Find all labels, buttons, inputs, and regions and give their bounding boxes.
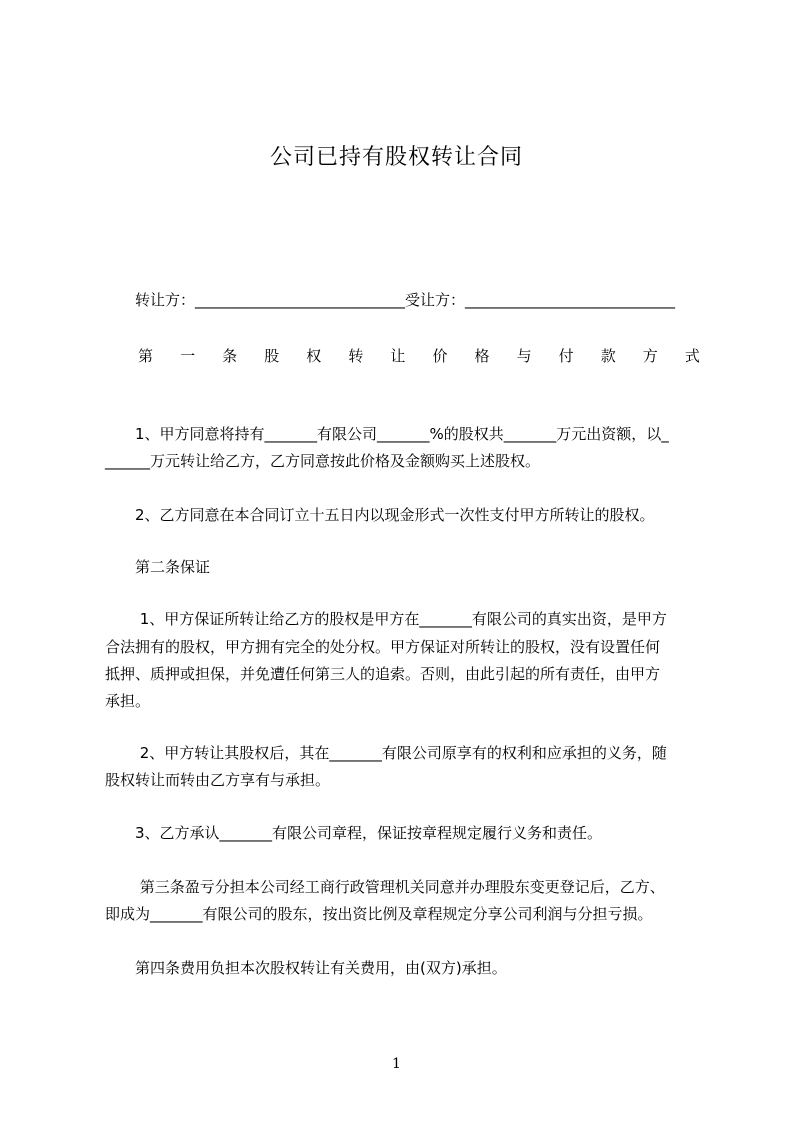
heading-char: 让 [390, 347, 406, 365]
article-4-line: 第四条费用负担本次股权转让有关费用，由(双方)承担。 [105, 959, 507, 977]
heading-char: 与 [516, 347, 532, 365]
heading-char: 格 [474, 347, 490, 365]
heading-char: 第 [138, 347, 154, 365]
parties-line: 转让方：____________________________受让方：____________________________ [105, 291, 676, 309]
clause-2-2-line-1: 2、甲方转让其股权后，其在_______有限公司原享有的权利和应承担的义务，随 [105, 744, 667, 762]
heading-char: 款 [600, 347, 616, 365]
clause-2-1-line-2: 合法拥有的股权，甲方拥有完全的处分权。甲方保证对所转让的股权，没有设置任何 [105, 638, 661, 656]
clause-2-3-line: 3、乙方承认_______有限公司章程，保证按章程规定履行义务和责任。 [105, 824, 603, 842]
clause-1-1-line-1: 1、甲方同意将持有_______有限公司_______%的股权共_______万元出资额，以_ [105, 425, 669, 443]
clause-2-1-line-1: 1、甲方保证所转让给乙方的股权是甲方在_______有限公司的真实出资，是甲方 [105, 610, 667, 628]
heading-char: 条 [222, 347, 238, 365]
article-2-heading: 第二条保证 [105, 558, 211, 576]
heading-char: 式 [684, 347, 700, 365]
heading-char: 价 [432, 347, 448, 365]
article-3-line-1: 第三条盈亏分担本公司经工商行政管理机关同意并办理股东变更登记后，乙方、 [105, 878, 665, 896]
page-number: 1 [392, 1056, 401, 1072]
document-title: 公司已持有股权转让合同 [269, 145, 523, 170]
article-1-heading [138, 345, 700, 366]
clause-2-2-line-2: 股权转让而转由乙方享有与承担。 [105, 771, 331, 789]
clause-2-1-line-3: 抵押、质押或担保，并免遭任何第三人的追索。否则，由此引起的所有责任，由甲方 [105, 665, 661, 683]
heading-char: 一 [180, 347, 196, 365]
heading-char: 权 [306, 347, 322, 365]
heading-char: 股 [264, 347, 280, 365]
article-3-line-2: 即成为_______有限公司的股东，按出资比例及章程规定分享公司利润与分担亏损。 [105, 905, 653, 923]
clause-2-1-line-4: 承担。 [105, 692, 151, 710]
heading-char: 付 [558, 347, 574, 365]
clause-1-1-line-2: ______万元转让给乙方，乙方同意按此价格及金额购买上述股权。 [105, 452, 541, 470]
clause-1-2-line: 2、乙方同意在本合同订立十五日内以现金形式一次性支付甲方所转让的股权。 [105, 506, 655, 524]
heading-char: 转 [348, 347, 364, 365]
heading-char: 方 [642, 347, 658, 365]
